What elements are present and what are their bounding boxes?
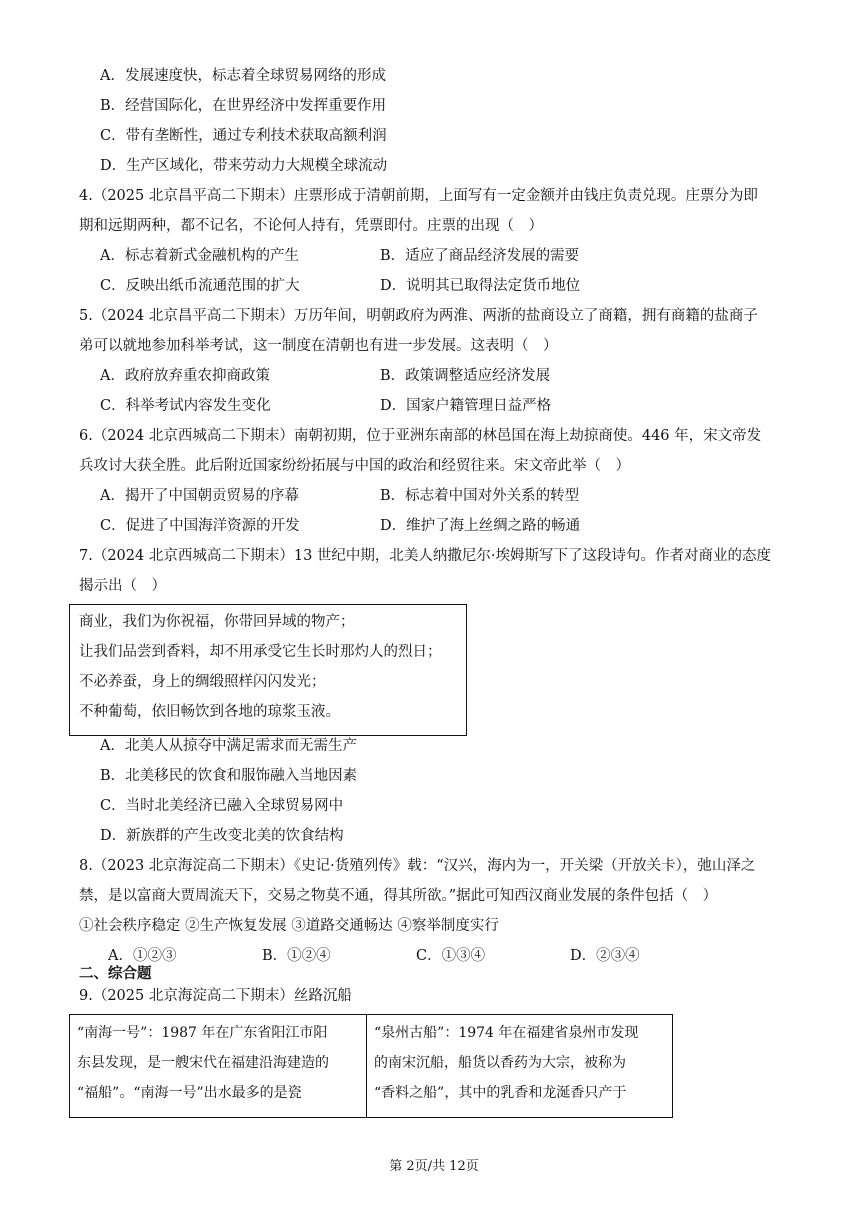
q9-title: 9.（2025 北京海淀高二下期末）丝路沉船 — [79, 988, 352, 1004]
q7-stem-line2: 揭示出（ ） — [79, 578, 166, 594]
q7-stem-line1: 7.（2024 北京西城高二下期末）13 世纪中期，北美人纳撒尼尔·埃姆斯写下了这段诗句。作者对商业的态度 — [79, 548, 772, 564]
q5-option-d: D．国家户籍管理日益严格 — [380, 398, 552, 414]
right-cell-line-2: 的南宋沉船，船货以香药为大宗，被称为 — [374, 1055, 626, 1071]
poem-line-3: 不必养蚕，身上的绸缎照样闪闪发光； — [79, 674, 326, 690]
q5-option-a: A．政府放弃重农抑商政策 — [100, 368, 270, 384]
shipwreck-table — [69, 1014, 673, 1118]
q8-stem-line2: 禁，是以富商大贾周流天下，交易之物莫不通，得其所欲。”据此可知西汉商业发展的条件包括（ ） — [79, 888, 718, 904]
q4-option-a: A．标志着新式金融机构的产生 — [100, 248, 299, 264]
q8-option-c: C．①③④ — [416, 948, 486, 964]
q4-option-b: B．适应了商品经济发展的需要 — [380, 248, 580, 264]
q4-option-c: C．反映出纸币流通范围的扩大 — [100, 278, 300, 294]
q5-option-b: B．政策调整适应经济发展 — [380, 368, 551, 384]
poem-line-2: 让我们品尝到香料，却不用承受它生长时那灼人的烈日； — [79, 644, 442, 660]
q7-option-b: B．北美移民的饮食和服饰融入当地因素 — [100, 768, 358, 784]
q8-option-a: A．①②③ — [108, 948, 177, 964]
poem-line-4: 不种葡萄，依旧畅饮到各地的琼浆玉液。 — [79, 704, 340, 720]
left-cell-line-1: “南海一号”：1987 年在广东省阳江市阳 — [77, 1025, 328, 1041]
q6-option-d: D．维护了海上丝绸之路的畅通 — [380, 518, 581, 534]
q3-option-a: A．发展速度快，标志着全球贸易网络的形成 — [100, 68, 386, 84]
q7-option-c: C．当时北美经济已融入全球贸易网中 — [100, 798, 344, 814]
page-number: 第 2页/共 12页 — [389, 1159, 479, 1174]
q8-stem-line3: ①社会秩序稳定 ②生产恢复发展 ③道路交通畅达 ④察举制度实行 — [79, 918, 499, 934]
q6-stem-line2: 兵攻讨大获全胜。此后附近国家纷纷拓展与中国的政治和经贸往来。宋文帝此举（ ） — [79, 458, 630, 474]
q5-stem-line2: 弟可以就地参加科举考试，这一制度在清朝也有进一步发展。这表明（ ） — [79, 338, 558, 354]
q6-option-b: B．标志着中国对外关系的转型 — [380, 488, 580, 504]
q3-option-c: C．带有垄断性，通过专利技术获取高额利润 — [100, 128, 387, 144]
q8-option-b: B．①②④ — [262, 948, 331, 964]
left-cell-line-2: 东县发现，是一艘宋代在福建沿海建造的 — [77, 1055, 329, 1071]
right-cell-line-1: “泉州古船”：1974 年在福建省泉州市发现 — [374, 1025, 639, 1041]
q4-option-d: D．说明其已取得法定货币地位 — [380, 278, 581, 294]
q5-option-c: C．科举考试内容发生变化 — [100, 398, 271, 414]
q8-stem-line1: 8.（2023 北京海淀高二下期末）《史记·货殖列传》载：“汉兴，海内为一，开关梁（开放关卡），弛山泽之 — [79, 858, 756, 874]
poem-line-1: 商业，我们为你祝福，你带回异域的物产； — [79, 614, 355, 630]
q3-option-d: D．生产区域化，带来劳动力大规模全球流动 — [100, 158, 388, 174]
q5-stem-line1: 5.（2024 北京昌平高二下期末）万历年间，明朝政府为两淮、两浙的盐商设立了商籍，拥有商籍的盐商子 — [79, 308, 758, 324]
section-heading: 二、综合题 — [79, 965, 152, 982]
q4-stem-line1: 4.（2025 北京昌平高二下期末）庄票形成于清朝前期，上面写有一定金额并由钱庄负责兑现。庄票分为即 — [79, 188, 758, 204]
q4-stem-line2: 期和远期两种，都不记名，不论何人持有，凭票即付。庄票的出现（ ） — [79, 218, 543, 234]
q6-option-c: C．促进了中国海洋资源的开发 — [100, 518, 300, 534]
q8-option-d: D．②③④ — [570, 948, 640, 964]
right-cell-line-3: “香料之船”，其中的乳香和龙涎香只产于 — [374, 1085, 627, 1101]
q7-option-a: A．北美人从掠夺中满足需求而无需生产 — [100, 738, 357, 754]
q6-stem-line1: 6.（2024 北京西城高二下期末）南朝初期，位于亚洲东南部的林邑国在海上劫掠商使。446 年，宋文帝发 — [79, 428, 762, 444]
table-divider — [366, 1015, 367, 1117]
q3-option-b: B．经营国际化，在世界经济中发挥重要作用 — [100, 98, 387, 114]
q6-option-a: A．揭开了中国朝贡贸易的序幕 — [100, 488, 299, 504]
q7-option-d: D．新族群的产生改变北美的饮食结构 — [100, 828, 344, 844]
left-cell-line-3: “福船”。“南海一号”出水最多的是瓷 — [77, 1085, 302, 1101]
poem-box — [69, 604, 467, 736]
